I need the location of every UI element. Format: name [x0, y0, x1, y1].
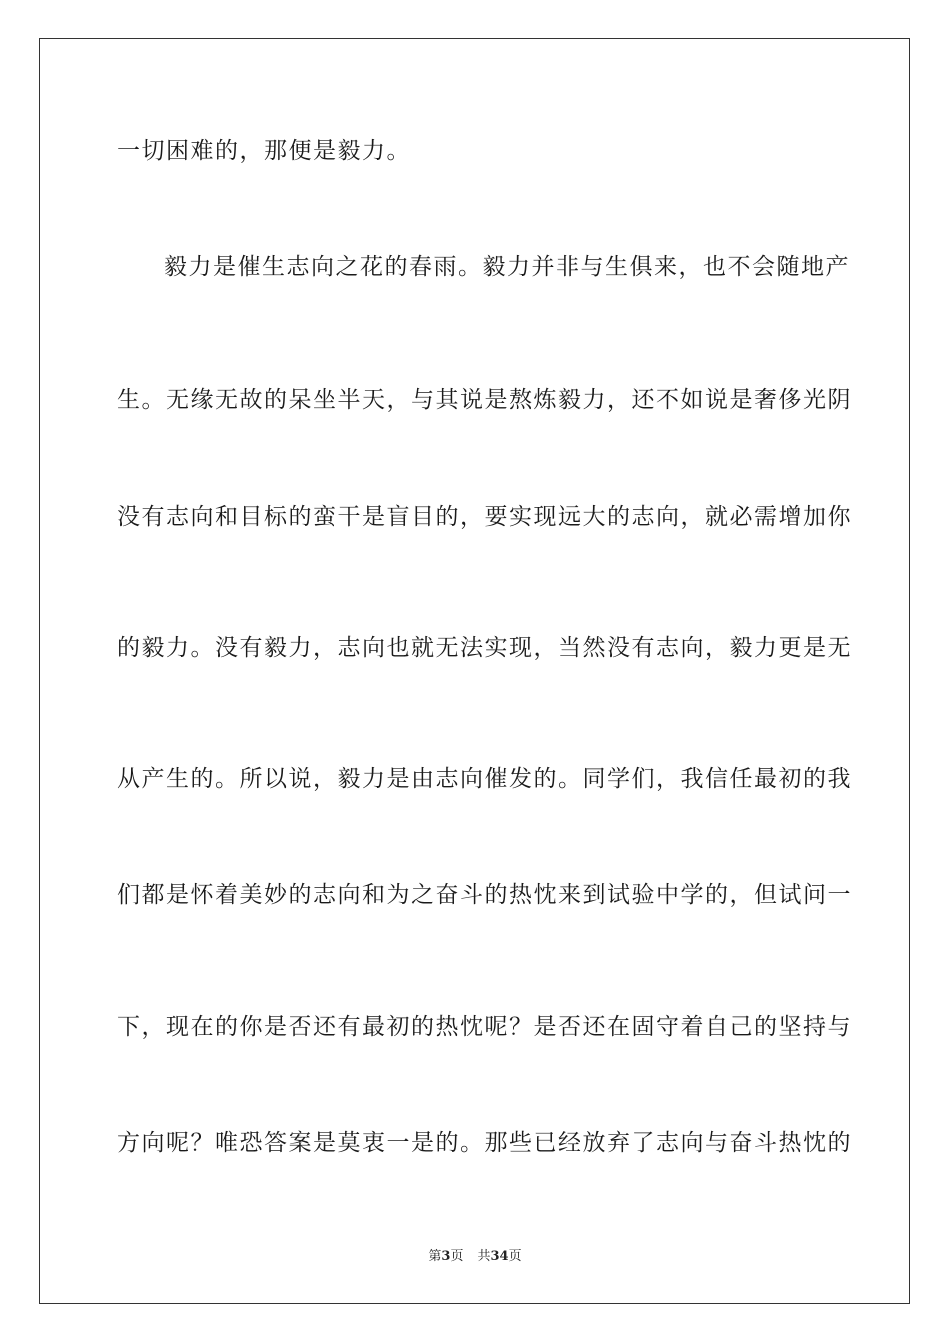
paragraph-line: 从产生的。所以说，毅力是由志向催发的。同学们，我信任最初的我	[117, 766, 852, 792]
paragraph-line: 没有志向和目标的蛮干是盲目的，要实现远大的志向，就必需增加你	[117, 504, 852, 530]
page-frame	[39, 38, 910, 1304]
paragraph-line: 方向呢？唯恐答案是莫衷一是的。那些已经放弃了志向与奋斗热忱的	[117, 1130, 852, 1156]
page-footer	[0, 1248, 950, 1266]
paragraph-line: 一切困难的，那便是毅力。	[117, 138, 411, 164]
page-label-suffix: 页	[450, 1249, 464, 1264]
paragraph-line: 的毅力。没有毅力，志向也就无法实现，当然没有志向，毅力更是无	[117, 635, 852, 661]
total-label-prefix: 共	[477, 1249, 491, 1264]
paragraph-line: 下，现在的你是否还有最初的热忱呢？是否还在固守着自己的坚持与	[117, 1014, 852, 1040]
total-pages: 34	[490, 1249, 509, 1264]
page-number: 3	[441, 1249, 451, 1264]
page-label-prefix: 第	[428, 1249, 442, 1264]
paragraph-line: 毅力是催生志向之花的春雨。毅力并非与生俱来，也不会随地产	[164, 254, 850, 280]
paragraph-line: 们都是怀着美妙的志向和为之奋斗的热忱来到试验中学的，但试问一	[117, 882, 852, 908]
total-label-suffix: 页	[508, 1249, 522, 1264]
paragraph-line: 生。无缘无故的呆坐半天，与其说是熬炼毅力，还不如说是奢侈光阴	[117, 387, 852, 413]
